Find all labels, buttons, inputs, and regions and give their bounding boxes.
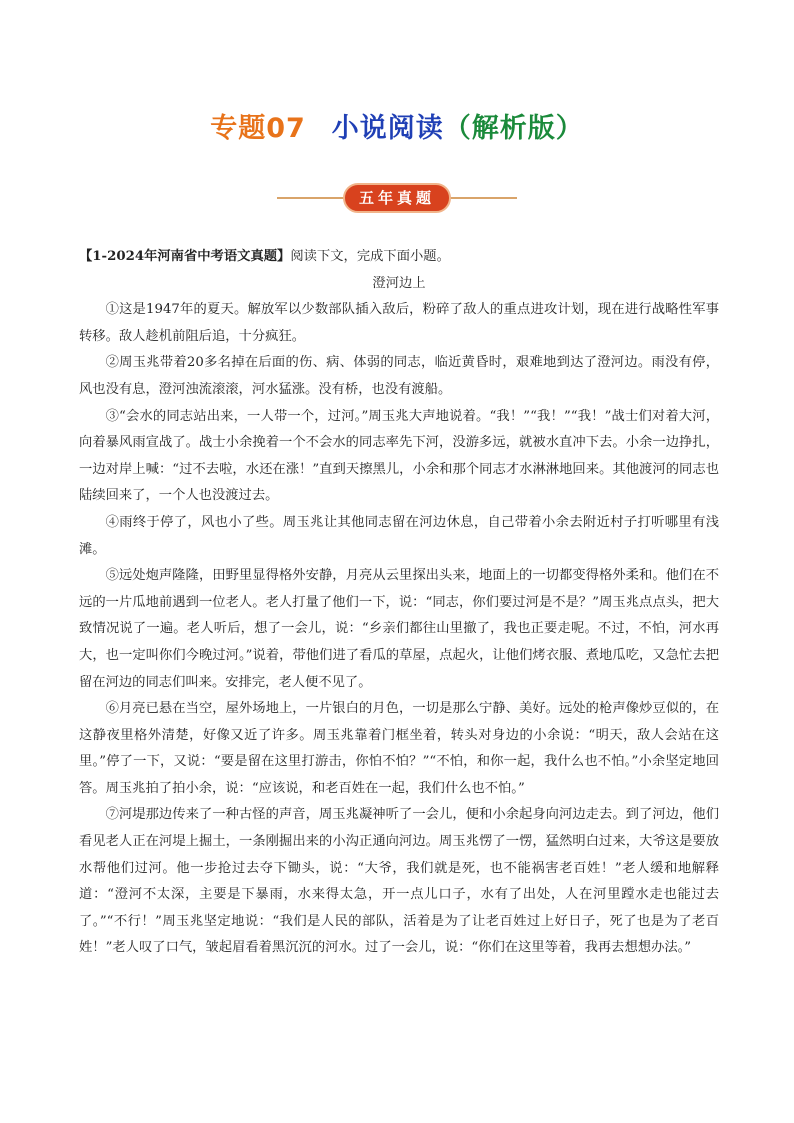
question-instruction: 阅读下文，完成下面小题。 (290, 249, 450, 264)
question-intro (79, 244, 719, 271)
topic-number: 专题07 (210, 113, 306, 144)
question-source: 【1-2024年河南省中考语文真题】 (79, 249, 291, 264)
passage-paragraph: ⑦河堤那边传来了一种古怪的声音，周玉兆凝神听了一会儿，便和小余起身向河边走去。到了河边，他们看见老人正在河堤上掘土，一条刚掘出来的小沟正通向河边。周玉兆愣了一愣，猛然明白过来，大爷这是要放水帮他们过河。他一步抢过去夺下锄头，说：“大爷，我们就是死，也不能祸害老百姓！”老人缓和地解释道：“澄河不太深，主要是下暴雨，水来得太急，开一点儿口子，水有了出处，人在河里蹚水走也能过去了。”“不行！”周玉兆坚定地说：“我们是人民的部队，活着是为了让老百姓过上好日子，死了也是为了老百姓！”老人叹了口气，皱起眉看着黑沉沉的河水。过了一会儿，说：“你们在这里等着，我再去想想办法。” (79, 807, 719, 956)
passage-title: 澄河边上 (372, 275, 426, 291)
edition-label: （解析版） (443, 113, 584, 144)
passage-paragraph: ④雨终于停了，风也小了些。周玉兆让其他同志留在河边休息，自己带着小余去附近村子打听哪里有浅滩。 (79, 514, 719, 557)
passage-paragraph: ⑤远处炮声隆隆，田野里显得格外安静，月亮从云里探出头来，地面上的一切都变得格外柔和。他们在不远的一片瓜地前遇到一位老人。老人打量了他们一下，说：“同志，你们要过河是不是？”周玉兆点点头，把大致情况说了一遍。老人听后，想了一会儿，说：“乡亲们都往山里撤了，我也正要走呢。不过，不怕，河水再大，也一定叫你们今晚过河。”说着，带他们进了看瓜的草屋，点起火，让他们烤衣服、煮地瓜吃，又急忙去把留在河边的同志们叫来。安排完，老人便不见了。 (79, 568, 719, 690)
page-title (0, 106, 794, 145)
passage-paragraph: ⑥月亮已悬在当空，屋外场地上，一片银白的月色，一切是那么宁静、美好。远处的枪声像炒豆似的，在这静夜里格外清楚，好像又近了许多。周玉兆靠着门框坐着，转头对身边的小余说：“明天，敌人会站在这里。”停了一下，又说：“要是留在这里打游击，你怕不怕？”“不怕，和你一起，我什么也不怕。”小余坚定地回答。周玉兆拍了拍小余，说：“应该说，和老百姓在一起，我们什么也不怕。” (79, 701, 719, 796)
passage-paragraph: ②周玉兆带着20多名掉在后面的伤、病、体弱的同志，临近黄昏时，艰难地到达了澄河边。雨没有停，风也没有息，澄河浊流滚滚，河水猛涨。没有桥，也没有渡船。 (79, 355, 719, 397)
banner-right-rule (447, 197, 517, 199)
banner-left-rule (277, 197, 347, 199)
passage-paragraph: ①这是1947年的夏天。解放军以少数部队插入敌后，粉碎了敌人的重点进攻计划，现在进行战略性军事转移。敌人趁机前阻后追，十分疯狂。 (79, 302, 719, 344)
topic-title: 小说阅读 (331, 113, 444, 144)
question-content (79, 244, 719, 962)
section-banner (271, 183, 523, 213)
banner-label: 五年真题 (343, 183, 451, 213)
passage-paragraph: ③“会水的同志站出来，一人带一个，过河。”周玉兆大声地说着。“我！”“我！”“我！”战士们对着大河，向着暴风雨宣战了。战士小余挽着一个不会水的同志率先下河，没游多远，就被水直冲下去。小余一边挣扎，一边对岸上喊：“过不去啦，水还在涨！”直到天擦黑儿，小余和那个同志才水淋淋地回来。其他渡河的同志也陆续回来了，一个人也没渡过去。 (79, 408, 719, 504)
